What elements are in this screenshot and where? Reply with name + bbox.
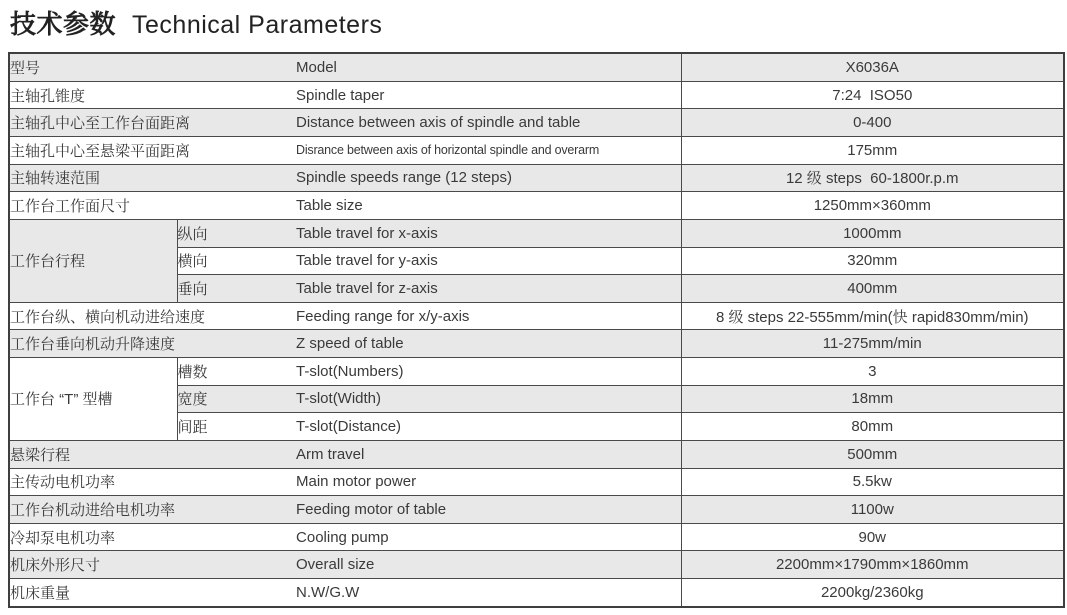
table-row xyxy=(9,109,1064,137)
param-value: 1250mm×360mm xyxy=(681,192,1064,220)
table-row xyxy=(9,496,1064,524)
param-value: 90w xyxy=(681,523,1064,551)
param-label-en: Overall size xyxy=(296,551,681,579)
param-label-en: Feeding motor of table xyxy=(296,496,681,524)
param-label-en: Z speed of table xyxy=(296,330,681,358)
param-label-zh: 冷却泵电机功率 xyxy=(9,523,296,551)
table-row xyxy=(9,81,1064,109)
page-title xyxy=(10,4,382,41)
param-label-en: Table travel for x-axis xyxy=(296,219,681,247)
param-value: 18mm xyxy=(681,385,1064,413)
param-value: 7:24 ISO50 xyxy=(681,81,1064,109)
param-value: 2200kg/2360kg xyxy=(681,579,1064,608)
param-value: 3 xyxy=(681,358,1064,386)
param-label-en: Spindle taper xyxy=(296,81,681,109)
table-row xyxy=(9,164,1064,192)
param-group-label-zh: 工作台行程 xyxy=(9,219,177,302)
param-value: 400mm xyxy=(681,275,1064,303)
param-label-zh: 机床重量 xyxy=(9,579,296,608)
param-label-en: T-slot(Distance) xyxy=(296,413,681,441)
param-label-zh: 主轴孔中心至工作台面距离 xyxy=(9,109,296,137)
table-row xyxy=(9,551,1064,579)
param-value: 11-275mm/min xyxy=(681,330,1064,358)
param-label-en: Disrance between axis of horizontal spindle and overarm xyxy=(296,137,681,165)
table-row xyxy=(9,219,1064,247)
param-label-en: Table travel for z-axis xyxy=(296,275,681,303)
param-sub-label-zh: 槽数 xyxy=(177,358,296,386)
param-label-en: Arm travel xyxy=(296,440,681,468)
param-group-label-zh: 工作台 “T” 型槽 xyxy=(9,358,177,441)
page-title-chinese: 技术参数 xyxy=(10,9,117,39)
table-row xyxy=(9,302,1064,330)
param-label-en: Feeding range for x/y-axis xyxy=(296,302,681,330)
table-row xyxy=(9,358,1064,386)
param-sub-label-zh: 纵向 xyxy=(177,219,296,247)
param-value: 0-400 xyxy=(681,109,1064,137)
table-row xyxy=(9,468,1064,496)
param-label-en: N.W/G.W xyxy=(296,579,681,608)
table-row xyxy=(9,137,1064,165)
param-label-zh: 主传动电机功率 xyxy=(9,468,296,496)
param-value: 2200mm×1790mm×1860mm xyxy=(681,551,1064,579)
param-value: 500mm xyxy=(681,440,1064,468)
param-label-en: Distance between axis of spindle and table xyxy=(296,109,681,137)
technical-parameters-table xyxy=(8,52,1065,608)
param-label-zh: 工作台纵、横向机动进给速度 xyxy=(9,302,296,330)
table-row xyxy=(9,440,1064,468)
param-label-zh: 主轴孔锥度 xyxy=(9,81,296,109)
param-sub-label-zh: 间距 xyxy=(177,413,296,441)
param-label-en: Cooling pump xyxy=(296,523,681,551)
table-body xyxy=(9,53,1064,607)
table-row xyxy=(9,53,1064,81)
param-value: 8 级 steps 22-555mm/min(快 rapid830mm/min) xyxy=(681,302,1064,330)
param-label-en: Table size xyxy=(296,192,681,220)
param-label-zh: 型号 xyxy=(9,53,296,81)
param-label-en: Model xyxy=(296,53,681,81)
param-sub-label-zh: 宽度 xyxy=(177,385,296,413)
param-value: 1000mm xyxy=(681,219,1064,247)
param-label-zh: 主轴孔中心至悬梁平面距离 xyxy=(9,137,296,165)
param-label-zh: 机床外形尺寸 xyxy=(9,551,296,579)
table-row xyxy=(9,579,1064,608)
param-value: 80mm xyxy=(681,413,1064,441)
param-label-zh: 主轴转速范围 xyxy=(9,164,296,192)
param-label-zh: 工作台垂向机动升降速度 xyxy=(9,330,296,358)
param-sub-label-zh: 横向 xyxy=(177,247,296,275)
param-value: 175mm xyxy=(681,137,1064,165)
param-value: 1100w xyxy=(681,496,1064,524)
param-label-en: Main motor power xyxy=(296,468,681,496)
param-label-zh: 悬梁行程 xyxy=(9,440,296,468)
table-row xyxy=(9,523,1064,551)
param-label-en: T-slot(Numbers) xyxy=(296,358,681,386)
param-value: 5.5kw xyxy=(681,468,1064,496)
param-value: 320mm xyxy=(681,247,1064,275)
param-value: X6036A xyxy=(681,53,1064,81)
page-title-english: Technical Parameters xyxy=(132,11,383,39)
param-label-en: T-slot(Width) xyxy=(296,385,681,413)
param-label-en: Table travel for y-axis xyxy=(296,247,681,275)
param-label-zh: 工作台机动进给电机功率 xyxy=(9,496,296,524)
param-value: 12 级 steps 60-1800r.p.m xyxy=(681,164,1064,192)
table-row xyxy=(9,330,1064,358)
param-sub-label-zh: 垂向 xyxy=(177,275,296,303)
table-row xyxy=(9,192,1064,220)
param-label-zh: 工作台工作面尺寸 xyxy=(9,192,296,220)
param-label-en: Spindle speeds range (12 steps) xyxy=(296,164,681,192)
